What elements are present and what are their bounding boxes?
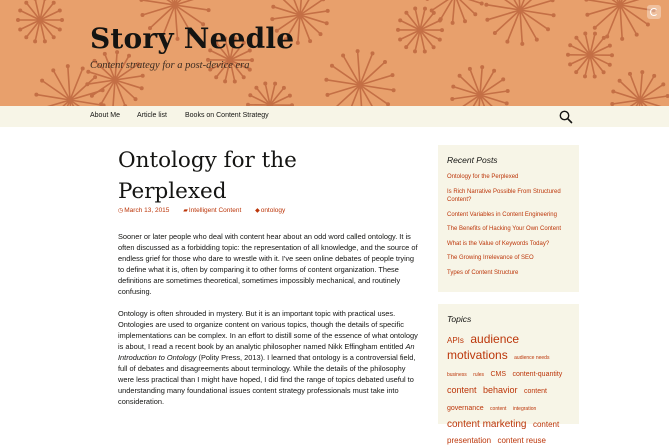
tag-link[interactable]: content governance xyxy=(447,388,547,412)
nav-item-about-me[interactable]: About Me xyxy=(90,112,120,119)
recent-post-link[interactable]: The Benefits of Hacking Your Own Content xyxy=(447,225,570,234)
tag-link[interactable]: APIs xyxy=(447,336,464,345)
tag-link[interactable]: content reuse xyxy=(497,436,545,445)
nav-item-article-list[interactable]: Article list xyxy=(137,112,167,119)
post-date[interactable] xyxy=(118,207,175,214)
tag-link[interactable]: content xyxy=(490,406,506,412)
tag-icon: ◆ xyxy=(255,208,260,214)
search-icon[interactable] xyxy=(558,109,574,125)
tag-link[interactable]: audience needs xyxy=(514,355,549,361)
recent-posts-widget xyxy=(438,145,579,292)
tag-link[interactable]: behavior xyxy=(483,385,518,395)
site-header xyxy=(0,0,669,106)
main-navigation xyxy=(0,106,669,127)
recent-posts-title: Recent Posts xyxy=(447,155,570,165)
tag-link[interactable]: CMS xyxy=(490,371,506,378)
recent-post-link[interactable]: What is the Value of Keywords Today? xyxy=(447,240,570,249)
post-tag-text: ontology xyxy=(261,207,286,214)
post-title-line-2: Perplexed xyxy=(118,179,226,204)
topics-title: Topics xyxy=(447,314,570,324)
post-date-text: March 13, 2015 xyxy=(124,207,169,214)
tag-link[interactable]: content xyxy=(447,385,477,395)
recent-posts-list xyxy=(447,173,570,277)
post-category-text: Intelligent Content xyxy=(189,207,241,214)
post-title[interactable] xyxy=(118,145,378,207)
tag-link[interactable]: content marketing xyxy=(447,419,527,430)
post-title-line-1: Ontology for the xyxy=(118,148,297,173)
post-category[interactable] xyxy=(183,207,247,214)
clock-icon: ◷ xyxy=(118,208,123,214)
post-paragraph-2-b: (Polity Press, 2013). I learned that ontology is a controversial field, full of debates and disagreements about terminology. While the details of the philosophy were less practical than I might have hoped, I did find the range of topics debated useful to understanding many foundational issues content strategy professionals must take into consideration. xyxy=(118,353,415,406)
topics-widget xyxy=(438,304,579,424)
site-description: Content strategy for a post-device era xyxy=(90,60,250,71)
tag-link[interactable]: audience xyxy=(470,332,519,346)
book-title: An Introduction to Ontology xyxy=(118,342,415,362)
recent-post-link[interactable]: Is Rich Narrative Possible From Structured Content? xyxy=(447,188,570,205)
post-content xyxy=(118,231,418,418)
recent-post-link[interactable]: Types of Content Structure xyxy=(447,269,570,278)
post-paragraph-2-a: Ontology is often shrouded in mystery. But it is an important topic with practical uses. Ontologies are used to organize content on various topics, though the details of specific implementations can be complex. In an effort to distill some of the essence of what ontology is about, I read a recent book by an analytic philosopher named Nikk Effingham entitled xyxy=(118,309,418,351)
recent-post-link[interactable]: Content Variables in Content Engineering xyxy=(447,211,570,220)
tag-link[interactable]: motivations xyxy=(447,348,508,362)
recent-post-link[interactable]: Ontology for the Perplexed xyxy=(447,173,570,182)
post-paragraph-2 xyxy=(118,308,418,407)
tag-link[interactable]: content presentation xyxy=(447,420,559,445)
tag-link[interactable]: business xyxy=(447,372,467,378)
tag-cloud xyxy=(447,332,570,448)
tag-link[interactable]: rules xyxy=(473,372,484,378)
tag-link[interactable]: content-quantity xyxy=(513,371,563,378)
post-tag[interactable] xyxy=(255,207,291,214)
recent-post-link[interactable]: The Growing Irrelevance of SEO xyxy=(447,254,570,263)
post-paragraph-1: Sooner or later people who deal with content hear about an odd word called ontology. It is often discussed as a forbidding topic: the representation of all knowledge, and the source of endless grief for those who dare to wrestle with it. I've seen online debates of people trying to define what it is, often by comparing it to other forms of content organization. These definitions are sometimes theoretical, sometimes impossibly mechanical, and routinely confusing. xyxy=(118,231,418,297)
nav-item-books-on-content-strategy[interactable]: Books on Content Strategy xyxy=(185,112,269,119)
refresh-icon[interactable] xyxy=(647,5,661,19)
site-title[interactable]: Story Needle xyxy=(90,22,294,55)
folder-icon: ▰ xyxy=(183,208,188,214)
tag-link[interactable]: integration xyxy=(513,406,536,412)
post-meta xyxy=(118,207,297,214)
